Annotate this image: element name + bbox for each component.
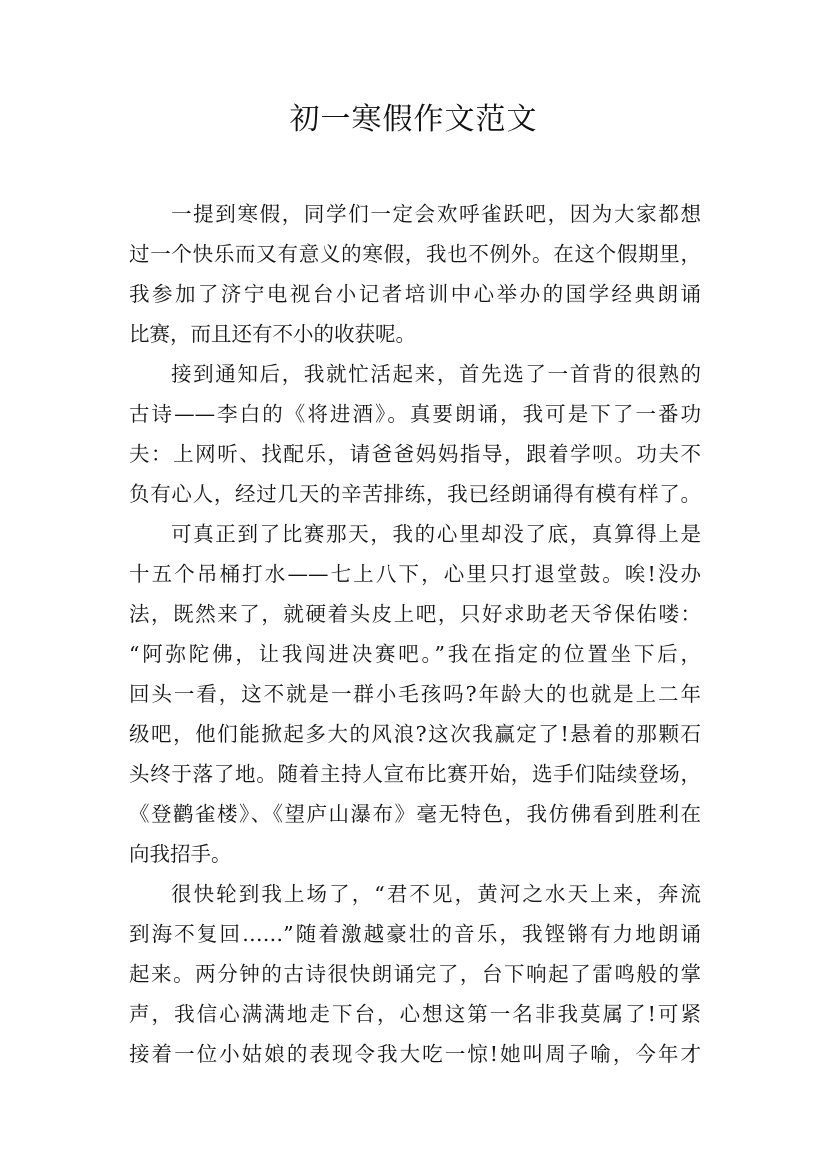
text-line: 接到通知后，我就忙活起来，首先选了一首背的很熟的 [171,362,701,386]
text-line: 声，我信心满满地走下台，心想这第一名非我莫属了!可紧 [129,1002,701,1026]
text-line: 古诗——李白的《将进酒》。真要朗诵，我可是下了一番功 [129,402,701,426]
text-line: 法，既然来了，就硬着头皮上吧，只好求助老天爷保佑喽： [129,602,701,626]
text-line: 很快轮到我上场了，“君不见，黄河之水天上来，奔流 [171,882,701,906]
text-line: 《登鹳雀楼》、《望庐山瀑布》毫无特色，我仿佛看到胜利在 [129,802,701,826]
text-line: 负有心人，经过几天的辛苦排练，我已经朗诵得有模有样了。 [129,482,701,506]
text-line: 一提到寒假，同学们一定会欢呼雀跃吧，因为大家都想 [171,202,701,226]
paragraph [129,354,701,514]
text-line: 夫：上网听、找配乐，请爸爸妈妈指导，跟着学呗。功夫不 [129,442,701,466]
text-line: 可真正到了比赛那天，我的心里却没了底，真算得上是 [171,522,701,546]
paragraph [129,874,701,1074]
paragraph [129,194,701,354]
text-line: 十五个吊桶打水——七上八下，心里只打退堂鼓。唉!没办 [129,562,701,586]
text-line: “阿弥陀佛，让我闯进决赛吧。”我在指定的位置坐下后， [129,642,701,666]
document-title: 初一寒假作文范文 [289,102,538,137]
text-line: 回头一看，这不就是一群小毛孩吗?年龄大的也就是上二年 [129,682,701,706]
text-line: 向我招手。 [129,842,232,866]
text-line: 级吧，他们能掀起多大的风浪?这次我赢定了!悬着的那颗石 [129,722,701,746]
text-line: 到海不复回……”随着激越豪壮的音乐，我铿锵有力地朗诵 [129,922,701,946]
document-body [129,194,701,1074]
text-line: 接着一位小姑娘的表现令我大吃一惊!她叫周子喻，今年才 [129,1042,701,1066]
text-line: 头终于落了地。随着主持人宣布比赛开始，选手们陆续登场， [129,762,701,786]
text-line: 比赛，而且还有不小的收获呢。 [129,322,416,346]
text-line: 我参加了济宁电视台小记者培训中心举办的国学经典朗诵 [129,282,701,306]
text-line: 起来。两分钟的古诗很快朗诵完了，台下响起了雷鸣般的掌 [129,962,701,986]
text-line: 过一个快乐而又有意义的寒假，我也不例外。在这个假期里， [129,242,701,266]
paragraph [129,514,701,874]
